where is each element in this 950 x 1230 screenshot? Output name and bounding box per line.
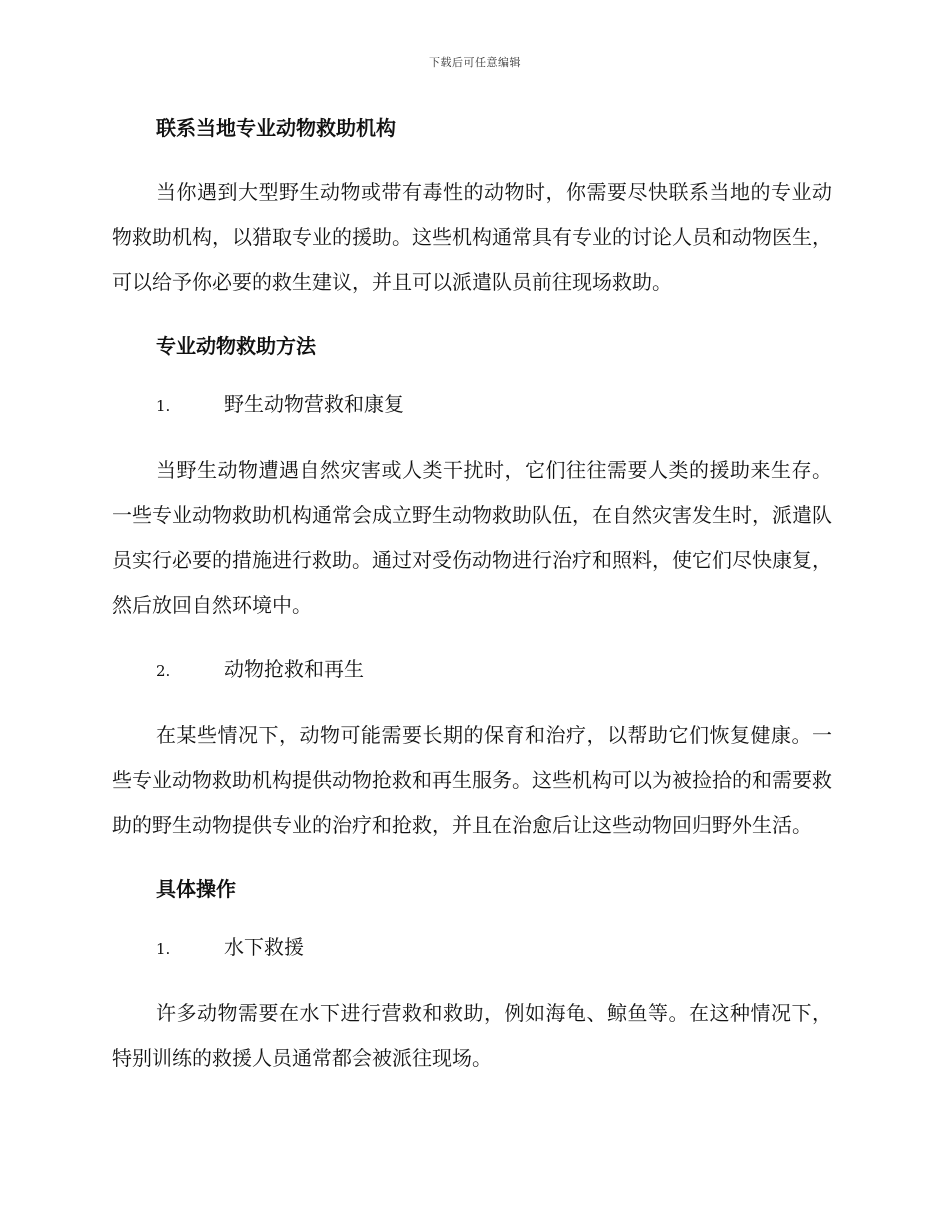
paragraph-contact: 当你遇到大型野生动物或带有毒性的动物时，你需要尽快联系当地的专业动物救助机构，以猎取专业的援助。这些机构通常具有专业的讨论人员和动物医生，可以给予你必要的救生建议，并且可以派遣队员前往现场救助。 bbox=[112, 180, 832, 294]
list-number: 1. bbox=[156, 397, 171, 415]
list-item-animal-rehab bbox=[112, 653, 832, 687]
paragraph-animal-rehab: 在某些情况下，动物可能需要长期的保育和治疗，以帮助它们恢复健康。一些专业动物救助机构提供动物抢救和再生服务。这些机构可以为被捡拾的和需要救助的野生动物提供专业的治疗和抢救，并且在治愈后让这些动物回归野外生活。 bbox=[112, 723, 832, 837]
list-item-wildlife-rescue bbox=[112, 388, 832, 422]
paragraph-wildlife-rescue: 当野生动物遭遇自然灾害或人类干扰时，它们往往需要人类的援助来生存。一些专业动物救助机构通常会成立野生动物救助队伍，在自然灾害发生时，派遣队员实行必要的措施进行救助。通过对受伤动物进行治疗和照料，使它们尽快康复，然后放回自然环境中。 bbox=[112, 458, 832, 617]
list-label: 水下救援 bbox=[224, 935, 304, 959]
list-label: 动物抢救和再生 bbox=[224, 657, 364, 681]
list-label: 野生动物营救和康复 bbox=[224, 392, 404, 416]
header-note: 下载后可任意编辑 bbox=[429, 56, 521, 69]
paragraph-underwater-rescue: 许多动物需要在水下进行营救和救助，例如海龟、鲸鱼等。在这种情况下，特别训练的救援人员通常都会被派往现场。 bbox=[112, 1001, 832, 1070]
list-item-underwater-rescue bbox=[112, 931, 832, 965]
document-body bbox=[112, 112, 832, 1081]
section-title-operations: 具体操作 bbox=[156, 877, 236, 901]
list-number: 2. bbox=[156, 662, 171, 680]
list-number: 1. bbox=[156, 940, 171, 958]
section-title-methods: 专业动物救助方法 bbox=[156, 334, 316, 358]
section-title-contact: 联系当地专业动物救助机构 bbox=[156, 116, 396, 140]
